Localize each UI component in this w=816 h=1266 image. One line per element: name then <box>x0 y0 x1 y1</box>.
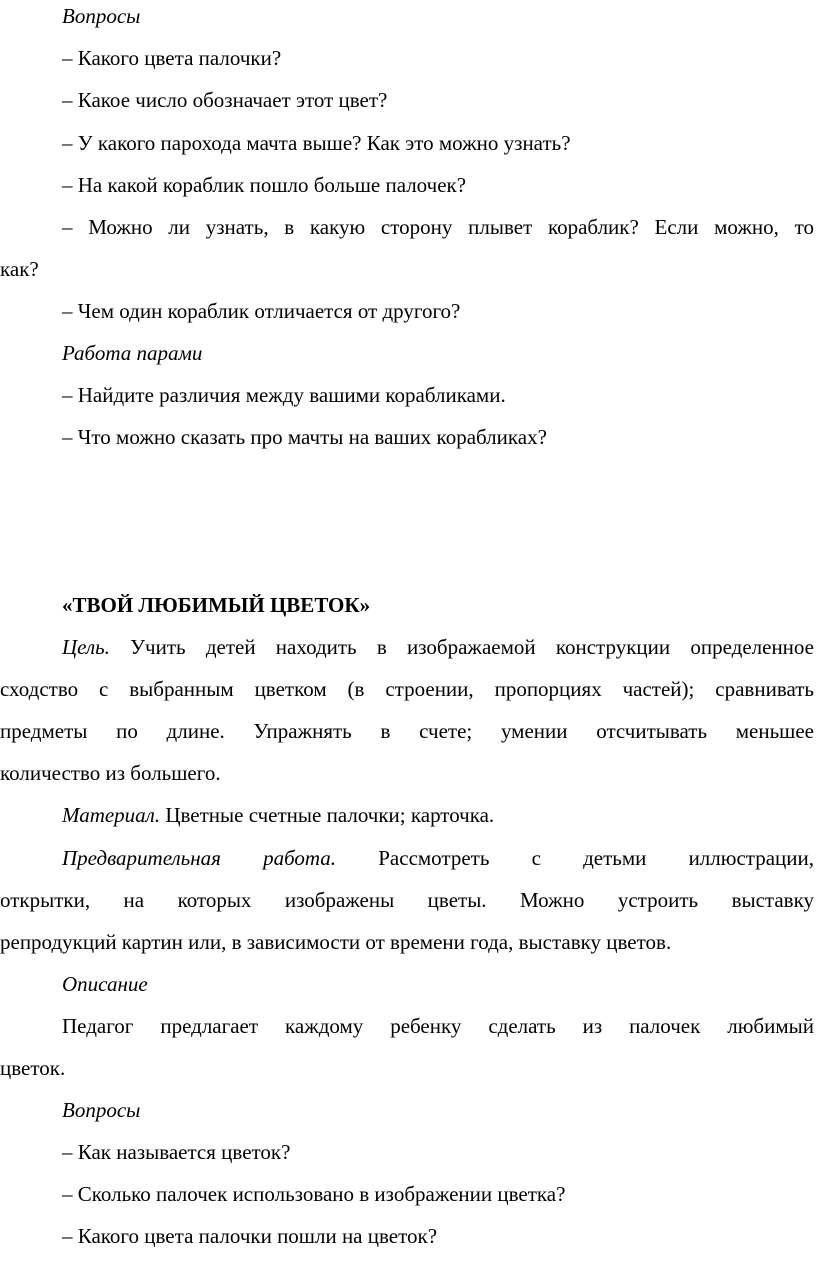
goal-paragraph-line2: сходство с выбранным цветком (в строении, пропорциях частей); сравнивать <box>0 677 814 701</box>
material-paragraph <box>0 802 816 828</box>
flower-question-name: – Как называется цветок? <box>62 1140 291 1164</box>
goal-label: Цель. <box>62 635 110 659</box>
prep-paragraph-line1 <box>0 845 816 871</box>
question-difference: – Чем один кораблик отличается от другого? <box>62 299 461 323</box>
goal-paragraph-line1 <box>0 634 816 660</box>
description-line1: Педагог предлагает каждому ребенку сделать из палочек любимый <box>62 1014 814 1038</box>
description-line2: цветок. <box>0 1056 66 1080</box>
pairs-item-masts: – Что можно сказать про мачты на ваших корабликах? <box>62 425 547 449</box>
section-title: «ТВОЙ ЛЮБИМЫЙ ЦВЕТОК» <box>62 593 371 617</box>
prep-label: Предварительная работа. <box>62 846 337 870</box>
question-direction-line1: – Можно ли узнать, в какую сторону плывет кораблик? Если можно, то <box>62 215 814 239</box>
description-heading: Описание <box>62 972 148 996</box>
questions-heading: Вопросы <box>62 4 141 28</box>
flower-questions-heading: Вопросы <box>62 1098 141 1122</box>
pairs-heading: Работа парами <box>62 341 203 365</box>
prep-paragraph-line3: репродукций картин или, в зависимости от времени года, выставку цветов. <box>0 930 672 954</box>
question-colors: – Какого цвета палочки? <box>62 46 282 70</box>
flower-question-colors: – Какого цвета палочки пошли на цветок? <box>62 1224 438 1248</box>
pairs-item-differences: – Найдите различия между вашими корабликами. <box>62 383 506 407</box>
question-number: – Какое число обозначает этот цвет? <box>62 88 388 112</box>
question-mast: – У какого парохода мачта выше? Как это можно узнать? <box>62 131 571 155</box>
question-more-sticks: – На какой кораблик пошло больше палочек? <box>62 173 467 197</box>
material-label: Материал. <box>62 803 161 827</box>
prep-text-line1: Рассмотреть с детьми иллюстрации, <box>378 846 814 870</box>
prep-paragraph-line2: открытки, на которых изображены цветы. Можно устроить выставку <box>0 888 814 912</box>
question-direction-line2: как? <box>0 257 39 281</box>
goal-paragraph-line4: количество из большего. <box>0 761 221 785</box>
material-text: Цветные счетные палочки; карточка. <box>165 803 495 827</box>
goal-text-line1: Учить детей находить в изображаемой конструкции определенное <box>130 635 814 659</box>
flower-question-count: – Сколько палочек использовано в изображении цветка? <box>62 1182 566 1206</box>
goal-paragraph-line3: предметы по длине. Упражнять в счете; умении отсчитывать меньшее <box>0 719 814 743</box>
